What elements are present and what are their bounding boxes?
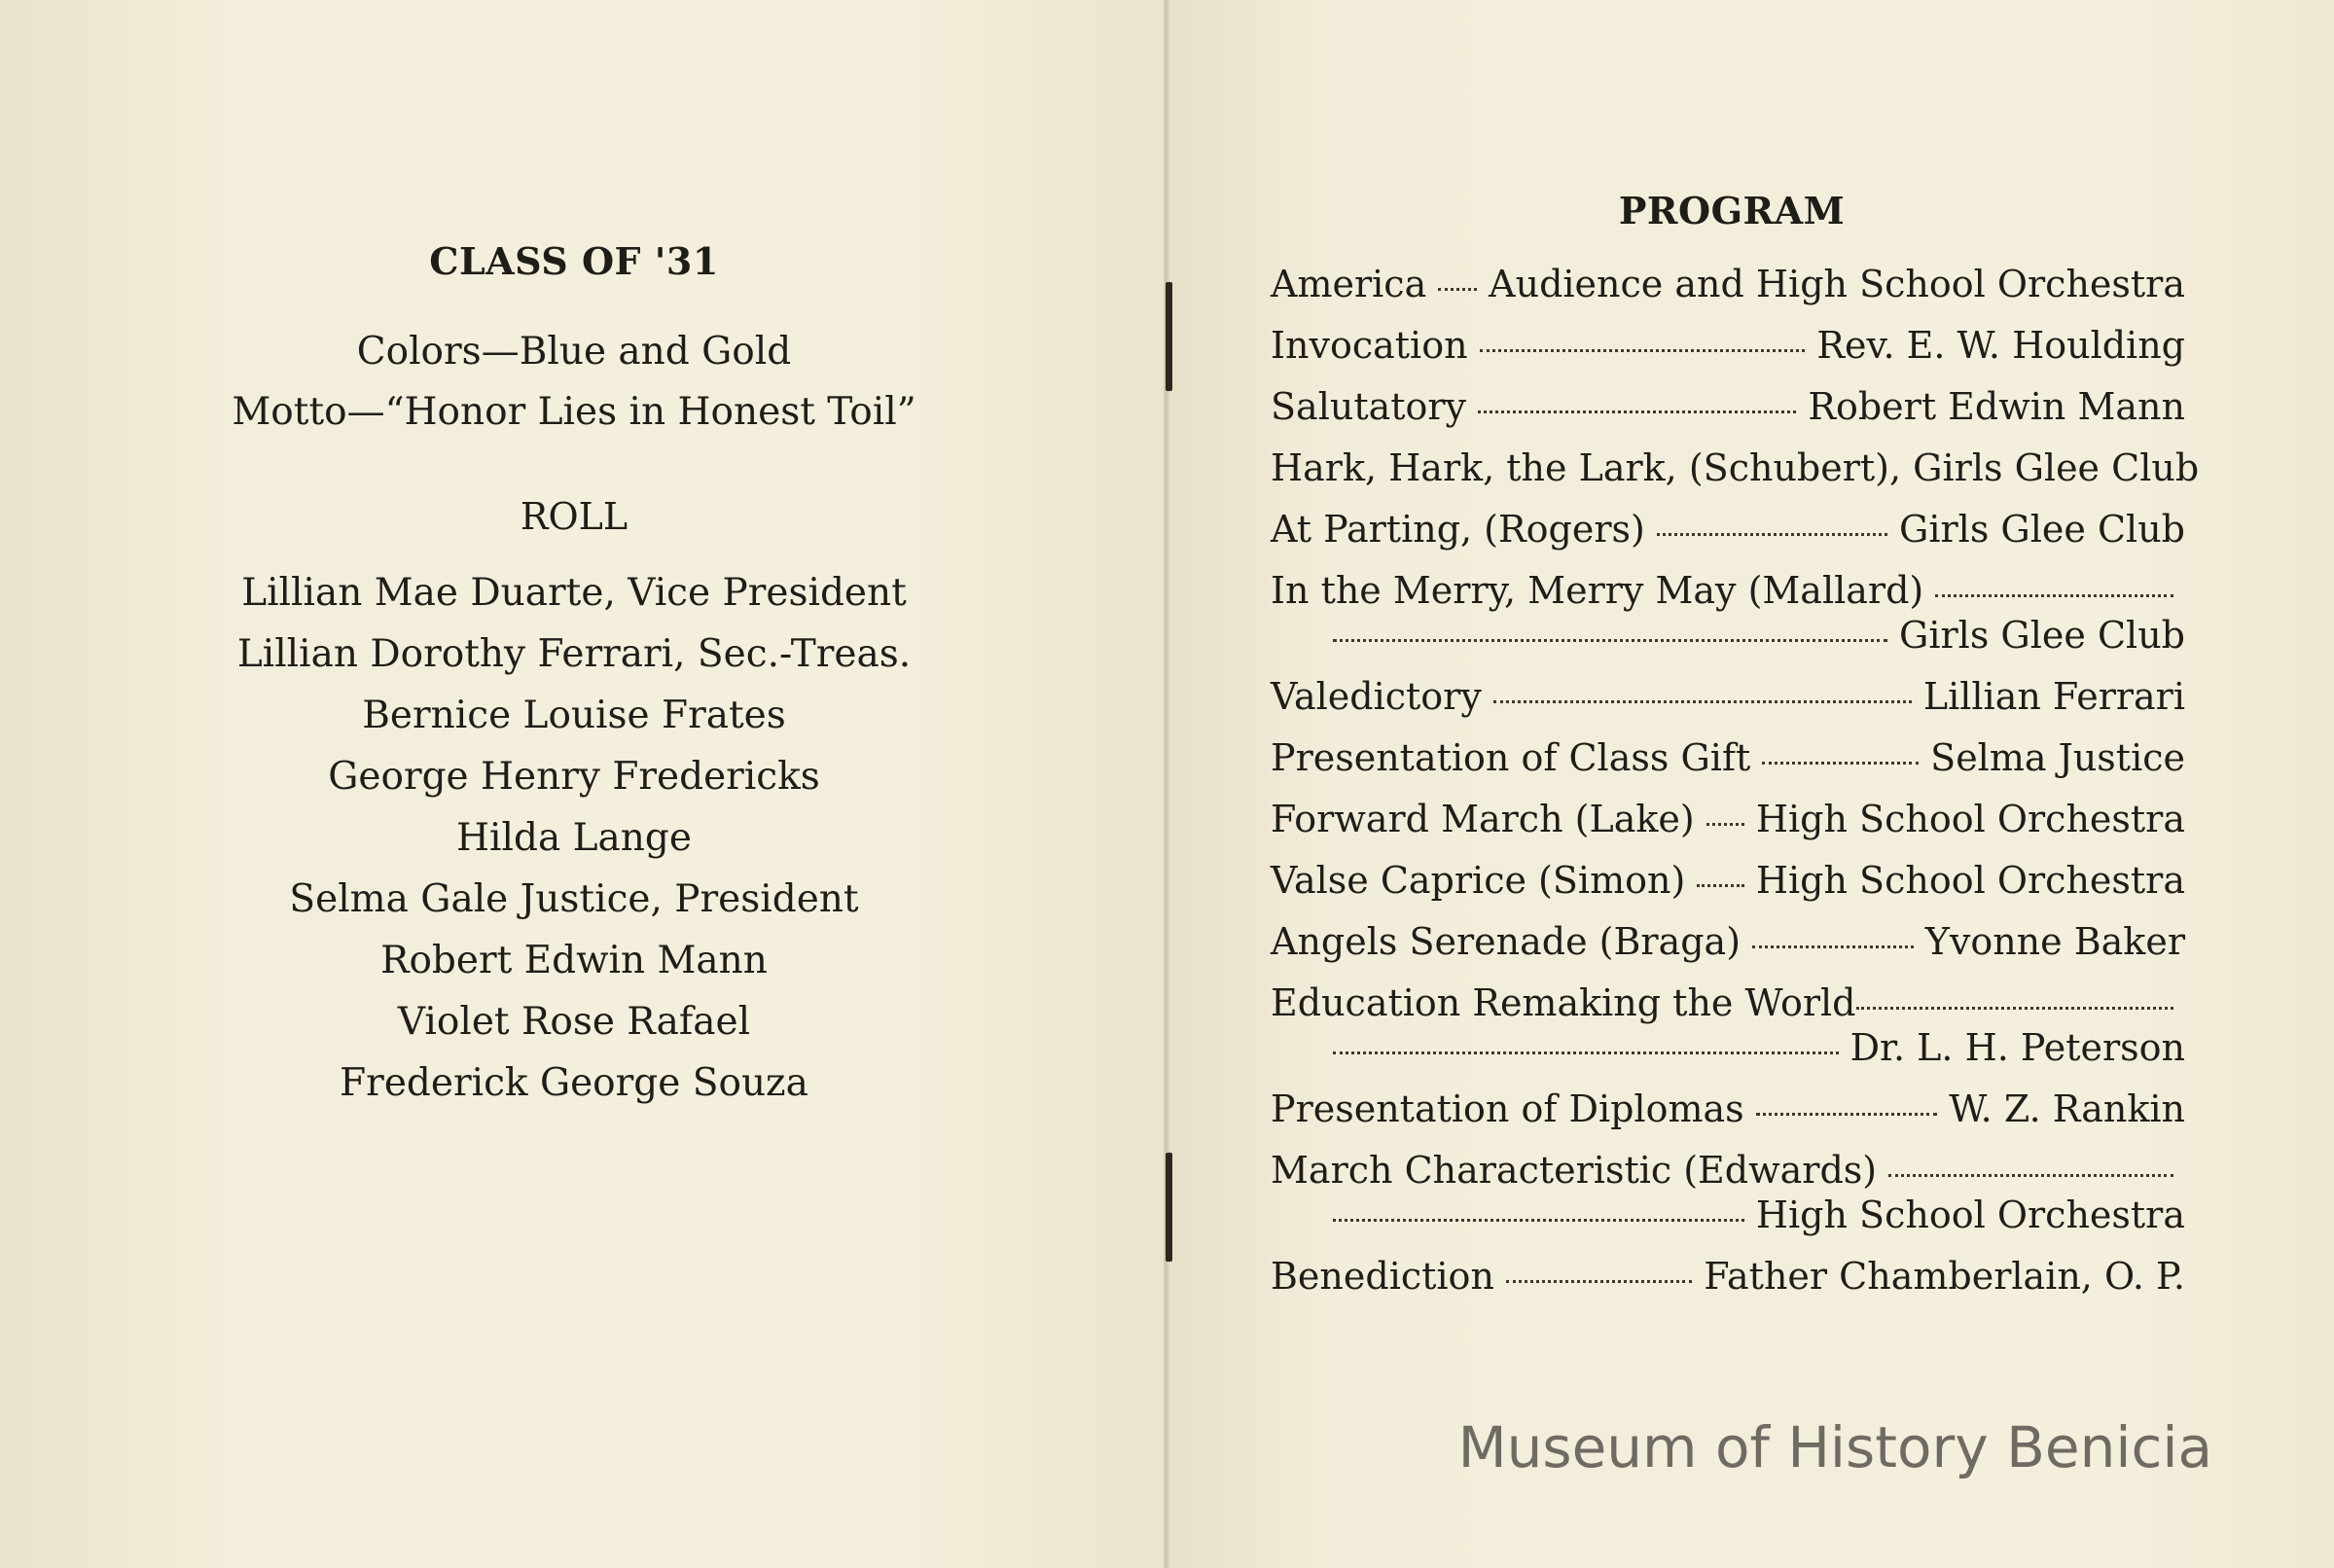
dot-leader <box>1333 1051 1839 1054</box>
roll-entry: Lillian Dorothy Ferrari, Sec.-Treas. <box>236 632 912 676</box>
program-item <box>1271 1149 2185 1194</box>
program-item-continuation <box>1271 1026 2185 1087</box>
dot-leader <box>1697 884 1744 887</box>
program-item-performer: High School Orchestra <box>1755 1194 2185 1236</box>
roll-entry: George Henry Fredericks <box>328 755 820 799</box>
class-motto: Motto—“Honor Lies in Honest Toil” <box>232 390 916 434</box>
program-item-title: In the Merry, Merry May (Mallard) <box>1271 569 1924 612</box>
program-item <box>1271 508 2185 569</box>
dot-leader <box>1657 533 1887 536</box>
program-item-title: Invocation <box>1271 324 1468 367</box>
roll-list <box>97 562 1051 1114</box>
dot-leader <box>1752 945 1914 948</box>
dot-leader <box>1333 639 1887 642</box>
program-item-title: America <box>1271 263 1427 305</box>
program-item <box>1271 385 2185 446</box>
program-item <box>1271 1087 2185 1149</box>
program-item-continuation <box>1271 614 2185 675</box>
program-item-title: Valedictory <box>1271 675 1482 718</box>
program-item <box>1271 736 2185 798</box>
center-fold <box>1164 0 1169 1568</box>
program-item-performer: Father Chamberlain, O. P. <box>1704 1255 2185 1298</box>
program-item <box>1271 798 2185 859</box>
program-item-performer: Rev. E. W. Houlding <box>1816 324 2185 367</box>
roll-entry: Bernice Louise Frates <box>362 694 786 737</box>
dot-leader <box>1480 349 1806 352</box>
dot-leader <box>1333 1219 1744 1222</box>
program-item <box>1271 981 2185 1026</box>
program-item-performer: Girls Glee Club <box>1899 508 2185 551</box>
program-item <box>1271 859 2185 920</box>
dot-leader <box>1756 1113 1938 1116</box>
roll-entry: Selma Gale Justice, President <box>289 877 859 921</box>
program-item-performer: Audience and High School Orchestra <box>1489 263 2185 305</box>
program-list <box>1271 263 2200 1316</box>
program-item <box>1271 675 2185 736</box>
program-item-performer: Selma Justice <box>1930 736 2185 779</box>
program-item-title: Valse Caprice (Simon) <box>1271 859 1686 902</box>
program-item-continuation <box>1271 1194 2185 1255</box>
program-item-performer: W. Z. Rankin <box>1949 1087 2185 1130</box>
program-item <box>1271 263 2185 324</box>
roll-entry: Robert Edwin Mann <box>380 939 768 982</box>
program-item <box>1271 324 2185 385</box>
program-item-performer: Lillian Ferrari <box>1922 675 2185 718</box>
program-title: PROGRAM <box>1618 189 1846 232</box>
staple <box>1166 282 1172 391</box>
roll-entry: Frederick George Souza <box>340 1061 808 1105</box>
dot-leader <box>1506 1280 1692 1283</box>
staple <box>1166 1153 1172 1262</box>
dot-leader <box>1706 823 1744 826</box>
program-item-title: Presentation of Diplomas <box>1271 1087 1744 1130</box>
dot-leader <box>1478 410 1796 413</box>
program-item-performer: Robert Edwin Mann <box>1808 385 2185 428</box>
program-item-title: At Parting, (Rogers) <box>1271 508 1645 551</box>
program-item-title: Angels Serenade (Braga) <box>1271 920 1742 963</box>
program-item <box>1271 1255 2185 1316</box>
program-item-title: Education Remaking the World <box>1271 981 1856 1024</box>
program-item-performer: Girls Glee Club <box>1899 614 2185 657</box>
program-item-title: Presentation of Class Gift <box>1271 736 1751 779</box>
museum-watermark: Museum of History Benicia <box>1457 1414 2212 1480</box>
dot-leader <box>1856 1007 2174 1010</box>
roll-title: ROLL <box>520 495 628 538</box>
roll-entry: Lillian Mae Duarte, Vice President <box>241 571 907 615</box>
program-item <box>1271 569 2185 614</box>
program-item-title: March Characteristic (Edwards) <box>1271 1149 1878 1192</box>
program-item-performer: High School Orchestra <box>1755 798 2185 840</box>
dot-leader <box>1935 594 2173 597</box>
program-item-performer: High School Orchestra <box>1755 859 2185 902</box>
dot-leader <box>1888 1174 2173 1177</box>
dot-leader <box>1438 288 1477 291</box>
class-colors: Colors—Blue and Gold <box>356 330 792 374</box>
program-item <box>1271 446 2200 508</box>
program-item-performer: Yvonne Baker <box>1924 920 2185 963</box>
program-item <box>1271 920 2185 981</box>
program-item-title: Salutatory <box>1271 385 1467 428</box>
program-item-performer: Dr. L. H. Peterson <box>1849 1026 2185 1069</box>
class-title: CLASS OF '31 <box>429 239 719 283</box>
dot-leader <box>1493 700 1912 703</box>
roll-entry: Violet Rose Rafael <box>397 1000 751 1044</box>
program-item-title: Benediction <box>1271 1255 1494 1298</box>
program-item-title: Forward March (Lake) <box>1271 798 1695 840</box>
roll-entry: Hilda Lange <box>456 816 692 860</box>
program-item-title: Hark, Hark, the Lark, (Schubert), Girls Glee Club <box>1271 446 2200 489</box>
dot-leader <box>1762 762 1919 765</box>
